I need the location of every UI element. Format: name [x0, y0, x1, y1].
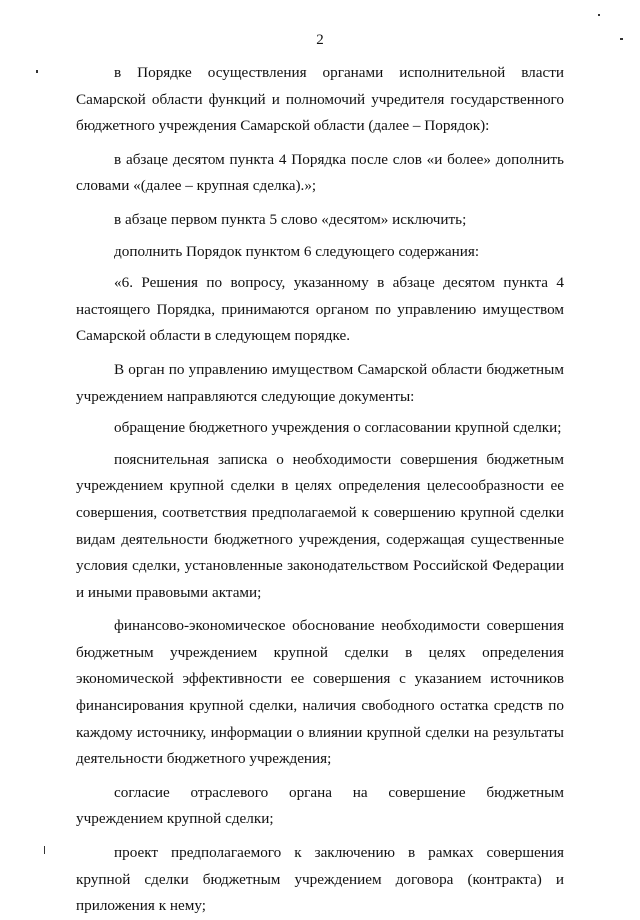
scan-speck	[620, 38, 623, 40]
paragraph-document-feasibility: финансово-экономическое обоснование необходимости совершения бюджетным учреждением крупной сделки в целях определения экономической эффективности ее совершения с указанием источников финансирования крупной сделки, наличия свободного остатка средств по каждому источнику, информации о влиянии крупной сделки на результаты деятельности бюджетного учреждения;	[76, 617, 564, 768]
document-body	[76, 60, 564, 920]
paragraph-amend-point-4: в абзаце десятом пункта 4 Порядка после слов «и более» дополнить словами «(далее – крупная сделка).»;	[76, 150, 564, 195]
paragraph-document-consent: согласие отраслевого органа на совершение бюджетным учреждением крупной сделки;	[76, 783, 564, 828]
paragraph-document-explanatory-note: пояснительная записка о необходимости совершения бюджетным учреждением крупной сделки в целях определения целесообразности ее совершения, соответствия предполагаемой к совершению крупной сделки видам деятельности бюджетного учреждения, содержащая существенные условия сделки, установленные законодательством Российской Федерации и иными правовыми актами;	[76, 450, 564, 601]
paragraph-add-point-6: дополнить Порядок пунктом 6 следующего содержания:	[114, 242, 480, 260]
scan-speck	[44, 846, 45, 854]
paragraph-order-intro: в Порядке осуществления органами исполнительной власти Самарской области функций и полномочий учредителя государственного бюджетного учреждения Самарской области (далее – Порядок):	[76, 64, 564, 135]
paragraph-point-6-text: «6. Решения по вопросу, указанному в абзаце десятом пункта 4 настоящего Порядка, принимаются органом по управлению имуществом Самарской области в следующем порядке.	[76, 274, 564, 345]
paragraph-amend-point-5: в абзаце первом пункта 5 слово «десятом» исключить;	[114, 210, 467, 228]
paragraph-document-draft-contract: проект предполагаемого к заключению в рамках совершения крупной сделки бюджетным учреждением договора (контракта) и приложения к нему;	[76, 844, 564, 915]
paragraph-documents-intro: В орган по управлению имуществом Самарской области бюджетным учреждением направляются следующие документы:	[76, 360, 564, 405]
paragraph-document-request: обращение бюджетного учреждения о согласовании крупной сделки;	[114, 419, 562, 437]
page-number: 2	[316, 32, 324, 48]
scan-speck	[36, 70, 38, 73]
scan-speck	[598, 14, 600, 16]
